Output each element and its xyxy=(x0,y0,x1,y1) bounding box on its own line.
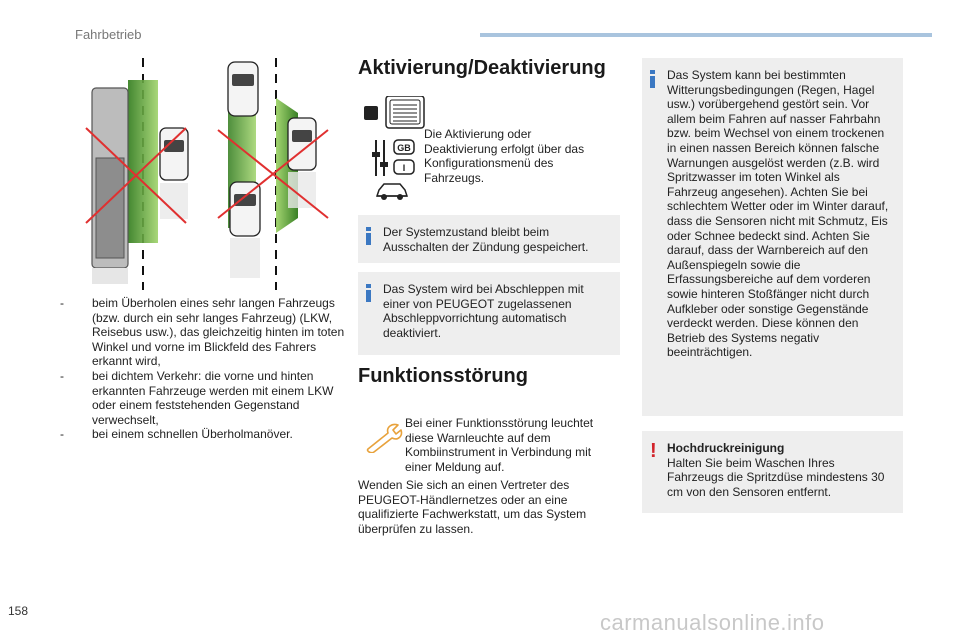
page-number: 158 xyxy=(8,604,29,618)
wrench-warning-lamp-icon xyxy=(366,423,404,453)
info-icon xyxy=(366,227,371,243)
warning-text: Halten Sie beim Waschen Ihres Fahrzeugs die Spritzdüse mindestens 30 cm von den Sensoren entfernt. xyxy=(667,455,885,499)
info-note-towing: Das System wird bei Abschleppen mit einer von PEUGEOT zugelassenen Abschleppvorrichtung automatisch deaktiviert. xyxy=(358,272,620,355)
gb-label: GB xyxy=(397,143,411,153)
warning-pressure-washer xyxy=(642,431,903,513)
info-icon xyxy=(650,70,655,86)
watermark: carmanualsonline.info xyxy=(600,610,825,635)
touchscreen-menu-icon xyxy=(364,96,426,130)
malfunction-lamp-text: Bei einer Funktionsstörung leuchtet diese Warnleuchte auf dem Kombiinstrument in Verbindung mit einer Meldung auf. xyxy=(405,416,594,474)
activation-text: Die Aktivierung oder Deaktivierung erfolgt über das Konfigurationsmenü des Fahrzeugs. xyxy=(424,127,585,185)
i-label: I xyxy=(402,163,406,173)
activation-heading: Aktivierung/Deaktivierung xyxy=(358,57,606,79)
header-bar xyxy=(480,33,932,37)
settings-sliders-icon xyxy=(372,138,416,178)
vehicle-icon xyxy=(375,180,409,202)
info-note-weather: Das System kann bei bestimmten Witterungsbedingungen (Regen, Hagel usw.) vorübergehend gestört sein. Vor allem beim Fahren auf nasser Fahrbahn bzw. beim Wechsel von einem trockenen in einen nassen Bereich können falsche Warnungen ausgelöst werden (z.B. wird Spritzwasser im toten Winkel als Fahrzeug angesehen). Achten Sie bei schlechtem Wetter oder im Winter darauf, dass die Sensoren nicht mit Schmutz, Eis oder Schnee bedeckt sind. Achten Sie darauf, dass der Warnbereich auf den Außenspiegeln sowie die Erfassungsbereiche auf dem vorderen sowie hinteren Stoßfänger nicht durch Aufkleber oder sonstige Gegenstände verdeckt werden. Diese können den Betrieb des Systems negativ beeinträchtigen. xyxy=(642,58,903,416)
warning-icon: ! xyxy=(650,440,657,462)
blind-spot-illustration xyxy=(78,58,333,290)
list-item: - beim Überholen eines sehr langen Fahrzeugs (bzw. durch ein sehr langes Fahrzeug) (LKW, Reisebus usw.), das gleichzeitig hinten im toten Winkel und vorne im Blickfeld des Fahrers erkannt wird, xyxy=(60,296,345,369)
info-note-state: Der Systemzustand bleibt beim Ausschalten der Zündung gespeichert. xyxy=(358,215,620,263)
list-item: - bei einem schnellen Überholmanöver. xyxy=(60,427,293,442)
malfunction-heading: Funktionsstörung xyxy=(358,365,528,387)
list-item: - bei dichtem Verkehr: die vorne und hinten erkannten Fahrzeuge werden mit einem LKW oder einem feststehenden Gegenstand verwechselt, xyxy=(60,368,334,427)
info-icon xyxy=(366,284,371,300)
section-title: Fahrbetrieb xyxy=(75,27,142,42)
malfunction-contact-text: Wenden Sie sich an einen Vertreter des PEUGEOT-Händlernetzes oder an eine qualifizierte Fachwerkstatt, um das System überprüfen zu lassen. xyxy=(358,478,587,536)
warning-title: Hochdruckreinigung xyxy=(667,441,785,455)
false-alert-list xyxy=(60,296,350,442)
